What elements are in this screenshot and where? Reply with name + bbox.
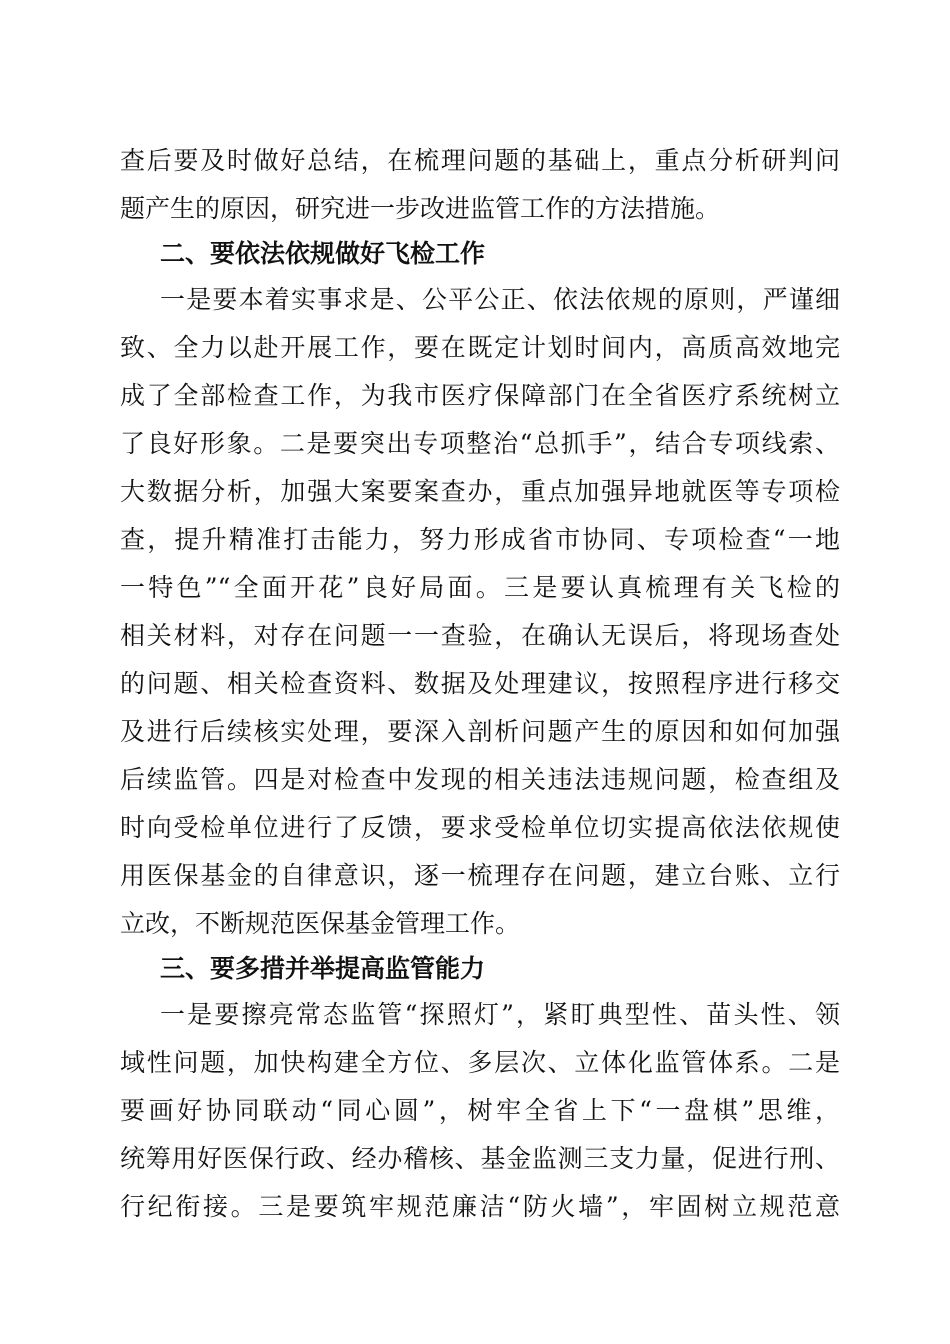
text-line: 一是要本着实事求是、公平公正、依法依规的原则，严谨细 bbox=[160, 285, 840, 314]
section-heading-2: 二、要依法依规做好飞检工作 bbox=[160, 239, 486, 268]
section-heading-3: 三、要多措并举提高监管能力 bbox=[160, 954, 486, 983]
text-line: 时向受检单位进行了反馈，要求受检单位切实提高依法依规使 bbox=[120, 813, 840, 842]
text-line: 用医保基金的自律意识，逐一梳理存在问题，建立台账、立行 bbox=[120, 861, 840, 890]
text-line: 致、全力以赴开展工作，要在既定计划时间内，高质高效地完 bbox=[120, 333, 840, 362]
text-line: 域性问题，加快构建全方位、多层次、立体化监管体系。二是 bbox=[120, 1048, 840, 1077]
text-line: 大数据分析，加强大案要案查办，重点加强异地就医等专项检 bbox=[120, 477, 840, 506]
text-line: 统筹用好医保行政、经办稽核、基金监测三支力量，促进行刑、 bbox=[120, 1144, 840, 1173]
text-line: 了良好形象。二是要突出专项整治“总抓手”，结合专项线索、 bbox=[120, 429, 840, 458]
text-line: 的问题、相关检查资料、数据及处理建议，按照程序进行移交 bbox=[120, 669, 840, 698]
text-line: 相关材料，对存在问题一一查验，在确认无误后，将现场查处 bbox=[120, 621, 840, 650]
text-line: 及进行后续核实处理，要深入剖析问题产生的原因和如何加强 bbox=[120, 717, 840, 746]
text-line: 后续监管。四是对检查中发现的相关违法违规问题，检查组及 bbox=[120, 765, 840, 794]
text-line: 行纪衔接。三是要筑牢规范廉洁“防火墙”，牢固树立规范意 bbox=[120, 1192, 840, 1221]
text-line: 成了全部检查工作，为我市医疗保障部门在全省医疗系统树立 bbox=[120, 381, 840, 410]
text-line: 题产生的原因，研究进一步改进监管工作的方法措施。 bbox=[120, 194, 721, 223]
text-line: 一是要擦亮常态监管“探照灯”，紧盯典型性、苗头性、领 bbox=[160, 1000, 840, 1029]
text-line: 查，提升精准打击能力，努力形成省市协同、专项检查“一地 bbox=[120, 525, 840, 554]
text-line: 立改，不断规范医保基金管理工作。 bbox=[120, 909, 521, 938]
text-line: 一特色”“全面开花”良好局面。三是要认真梳理有关飞检的 bbox=[120, 573, 840, 602]
text-line: 查后要及时做好总结，在梳理问题的基础上，重点分析研判问 bbox=[120, 146, 840, 175]
text-line: 要画好协同联动“同心圆”，树牢全省上下“一盘棋”思维， bbox=[120, 1096, 840, 1125]
